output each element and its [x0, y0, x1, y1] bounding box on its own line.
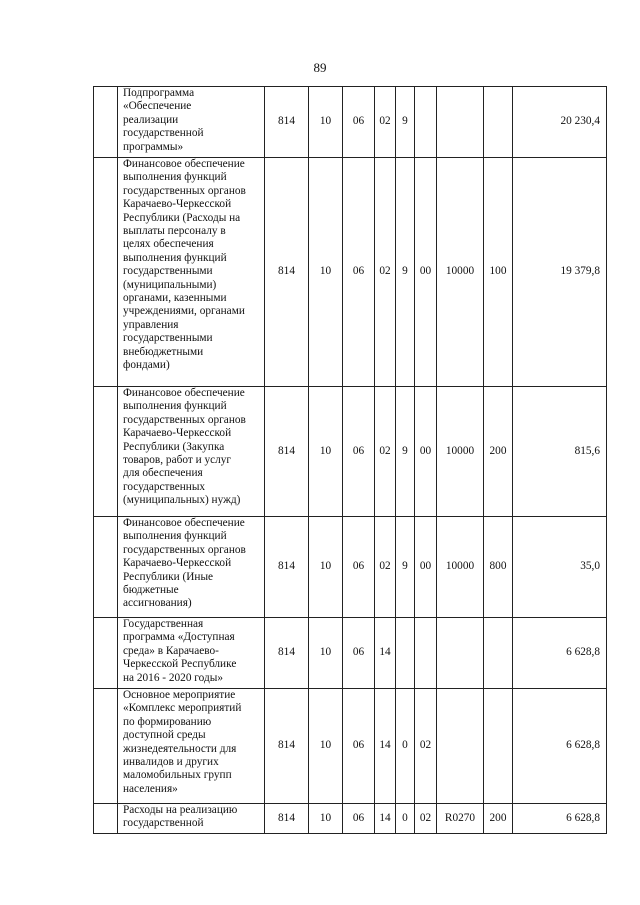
- subprogram-cell: 9: [396, 158, 415, 387]
- program-cell: 02: [375, 158, 396, 387]
- name-cell: [118, 689, 265, 804]
- expense-type-cell: [484, 618, 513, 689]
- direction-cell: [437, 618, 484, 689]
- admin-code-cell: 814: [265, 387, 309, 517]
- event-cell: 00: [415, 387, 437, 517]
- subsection-cell: 06: [343, 804, 375, 834]
- subprogram-cell: 0: [396, 689, 415, 804]
- blank-cell: [94, 804, 118, 834]
- direction-cell: R0270: [437, 804, 484, 834]
- section-cell: 10: [309, 158, 343, 387]
- amount-cell: 20 230,4: [513, 87, 607, 158]
- blank-cell: [94, 618, 118, 689]
- name-cell: [118, 618, 265, 689]
- blank-cell: [94, 517, 118, 618]
- admin-code-cell: 814: [265, 517, 309, 618]
- expense-type-cell: 200: [484, 387, 513, 517]
- name-cell: [118, 87, 265, 158]
- direction-cell: [437, 87, 484, 158]
- subsection-cell: 06: [343, 158, 375, 387]
- table-row: [94, 87, 607, 158]
- name-cell: [118, 517, 265, 618]
- page-number: 89: [313, 60, 327, 75]
- event-cell: 02: [415, 689, 437, 804]
- section-cell: 10: [309, 87, 343, 158]
- name-text: Подпрограмма «Обеспечение реализации государственной программы»: [123, 87, 204, 153]
- table-row: [94, 158, 607, 387]
- blank-cell: [94, 87, 118, 158]
- blank-cell: [94, 689, 118, 804]
- amount-cell: 6 628,8: [513, 804, 607, 834]
- subprogram-cell: 0: [396, 804, 415, 834]
- subsection-cell: 06: [343, 618, 375, 689]
- admin-code-cell: 814: [265, 87, 309, 158]
- admin-code-cell: 814: [265, 689, 309, 804]
- table-row: [94, 517, 607, 618]
- name-text: Государственная программа «Доступная среда» в Карачаево- Черкесской Республике на 2016 - 2020 годы»: [123, 618, 237, 684]
- program-cell: 14: [375, 618, 396, 689]
- table-row: [94, 387, 607, 517]
- name-text: Финансовое обеспечение выполнения функций государственных органов Карачаево-Черкесской Республики (Иные бюджетные ассигнования): [123, 517, 246, 610]
- table-row: [94, 804, 607, 834]
- event-cell: 02: [415, 804, 437, 834]
- program-cell: 02: [375, 87, 396, 158]
- amount-cell: 35,0: [513, 517, 607, 618]
- admin-code-cell: 814: [265, 618, 309, 689]
- budget-table: [93, 86, 607, 834]
- program-cell: 14: [375, 689, 396, 804]
- subsection-cell: 06: [343, 517, 375, 618]
- section-cell: 10: [309, 804, 343, 834]
- blank-cell: [94, 387, 118, 517]
- direction-cell: 10000: [437, 517, 484, 618]
- program-cell: 02: [375, 387, 396, 517]
- section-cell: 10: [309, 689, 343, 804]
- amount-cell: 815,6: [513, 387, 607, 517]
- program-cell: 14: [375, 804, 396, 834]
- blank-cell: [94, 158, 118, 387]
- subprogram-cell: 9: [396, 387, 415, 517]
- expense-type-cell: 800: [484, 517, 513, 618]
- amount-cell: 19 379,8: [513, 158, 607, 387]
- direction-cell: 10000: [437, 387, 484, 517]
- name-text: Финансовое обеспечение выполнения функций государственных органов Карачаево-Черкесской Республики (Закупка товаров, работ и услуг для обеспечения государственных (муниципальных) нужд): [123, 387, 246, 507]
- event-cell: 00: [415, 158, 437, 387]
- name-cell: [118, 387, 265, 517]
- name-text: Финансовое обеспечение выполнения функций государственных органов Карачаево-Черкесской Республики (Расходы на выплаты персоналу в целях обеспечения выполнения функций государственными (муниципальными) органами, казенными учреждениями, органами управления государственными внебюджетными фондами): [123, 158, 246, 372]
- expense-type-cell: [484, 689, 513, 804]
- subsection-cell: 06: [343, 387, 375, 517]
- direction-cell: 10000: [437, 158, 484, 387]
- section-cell: 10: [309, 517, 343, 618]
- section-cell: 10: [309, 618, 343, 689]
- name-cell: [118, 804, 265, 834]
- expense-type-cell: [484, 87, 513, 158]
- program-cell: 02: [375, 517, 396, 618]
- admin-code-cell: 814: [265, 158, 309, 387]
- section-cell: 10: [309, 387, 343, 517]
- subprogram-cell: [396, 618, 415, 689]
- direction-cell: [437, 689, 484, 804]
- table-row: [94, 618, 607, 689]
- name-text: Расходы на реализацию государственной: [123, 804, 238, 830]
- event-cell: [415, 618, 437, 689]
- subprogram-cell: 9: [396, 517, 415, 618]
- expense-type-cell: 100: [484, 158, 513, 387]
- expense-type-cell: 200: [484, 804, 513, 834]
- amount-cell: 6 628,8: [513, 689, 607, 804]
- name-text: Основное мероприятие «Комплекс мероприятий по формированию доступной среды жизнедеятельности для инвалидов и других маломобильных групп населения»: [123, 689, 242, 795]
- name-cell: [118, 158, 265, 387]
- table-row: [94, 689, 607, 804]
- subprogram-cell: 9: [396, 87, 415, 158]
- admin-code-cell: 814: [265, 804, 309, 834]
- subsection-cell: 06: [343, 689, 375, 804]
- amount-cell: 6 628,8: [513, 618, 607, 689]
- subsection-cell: 06: [343, 87, 375, 158]
- event-cell: [415, 87, 437, 158]
- event-cell: 00: [415, 517, 437, 618]
